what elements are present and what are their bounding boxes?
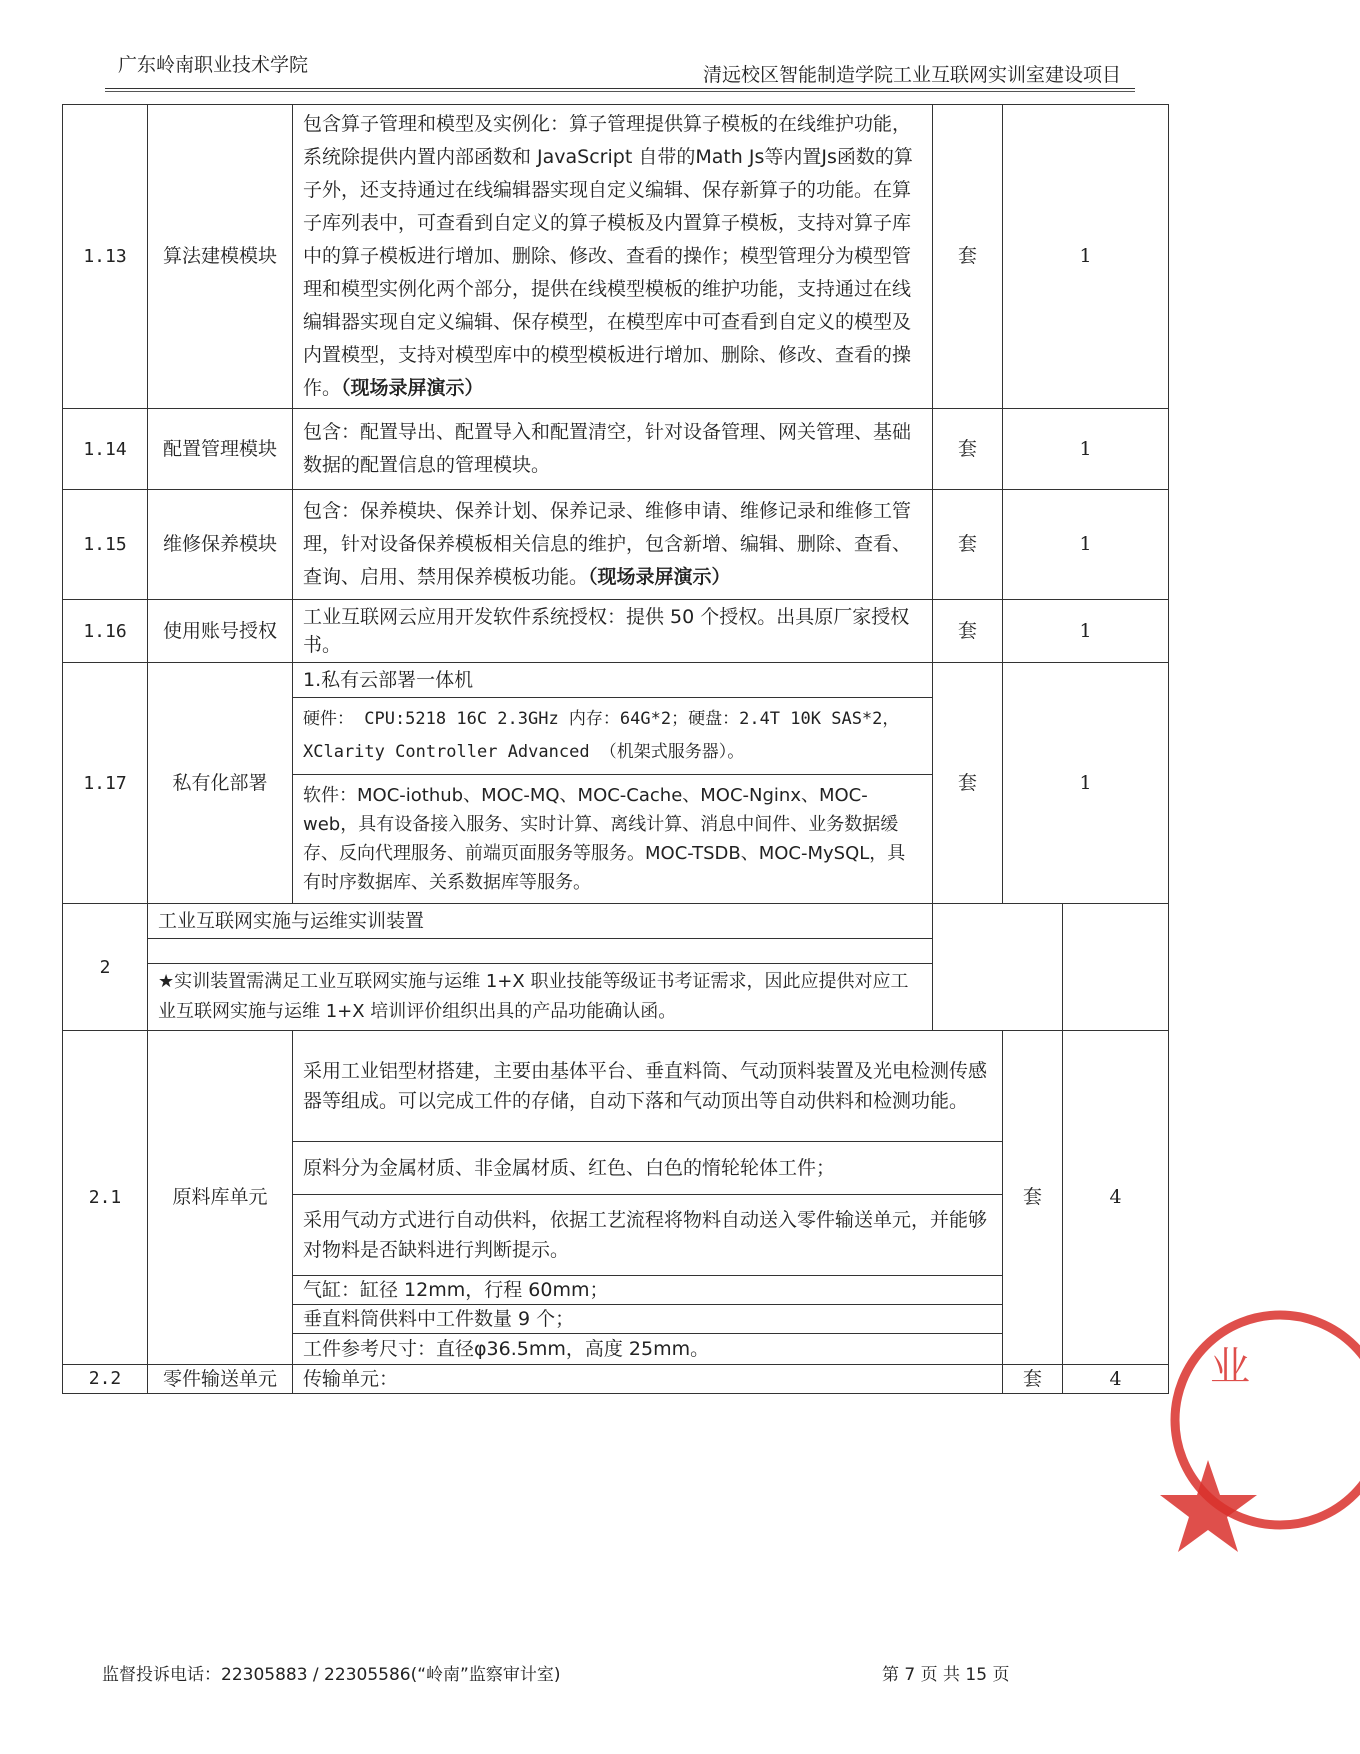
item-number: 1.14	[63, 409, 148, 490]
item-subline: 垂直料筒供料中工件数量 9 个；	[293, 1305, 1003, 1334]
item-unit: 套	[933, 600, 1003, 663]
table-row	[63, 600, 1169, 663]
footer-page-number: 第 7 页 共 15 页	[882, 1665, 1010, 1685]
item-quantity: 4	[1063, 1031, 1169, 1365]
item-subline: 1.私有云部署一体机	[293, 663, 933, 698]
item-unit	[933, 904, 1063, 1031]
item-description: 包含：保养模块、保养计划、保养记录、维修申请、维修记录和维修工管理，针对设备保养模板相关信息的维护，包含新增、编辑、删除、查看、查询、启用、禁用保养模板功能。（现场录屏演示）	[293, 490, 933, 600]
item-description: 包含：配置导出、配置导入和配置清空，针对设备管理、网关管理、基础数据的配置信息的管理模块。	[293, 409, 933, 490]
item-quantity: 1	[1003, 105, 1169, 409]
item-quantity: 1	[1003, 409, 1169, 490]
item-unit: 套	[933, 663, 1003, 904]
item-description: 传输单元：	[293, 1365, 1003, 1394]
item-number: 1.13	[63, 105, 148, 409]
table-row	[63, 1031, 1169, 1142]
item-quantity: 4	[1063, 1365, 1169, 1394]
item-subline	[148, 939, 933, 964]
header-rule	[105, 88, 1135, 89]
item-name: 原料库单元	[148, 1031, 293, 1365]
svg-text:业: 业	[1210, 1344, 1250, 1390]
table-row	[63, 904, 1169, 939]
item-unit: 套	[933, 409, 1003, 490]
item-subline: 采用工业铝型材搭建，主要由基体平台、垂直料筒、气动顶料装置及光电检测传感器等组成。可以完成工件的存储，自动下落和气动顶出等自动供料和检测功能。	[293, 1031, 1003, 1142]
item-subline: 硬件： CPU:5218 16C 2.3GHz 内存：64G*2；硬盘：2.4T 10K SAS*2，XClarity Controller Advanced （机架式服务器）。	[293, 698, 933, 775]
item-description: 包含算子管理和模型及实例化：算子管理提供算子模板的在线维护功能，系统除提供内置内部函数和 JavaScript 自带的Math Js等内置Js函数的算子外，还支持通过在线编辑器实现自定义编辑、保存新算子的功能。在算子库列表中，可查看到自定义的算子模板及内置算子模板，支持对算子库中的算子模板进行增加、删除、修改、查看的操作；模型管理分为模型管理和模型实例化两个部分，提供在线模型模板的维护功能，支持通过在线编辑器实现自定义编辑、保存模型，在模型库中可查看到自定义的模型及内置模型，支持对模型库中的模型模板进行增加、删除、修改、查看的操作。（现场录屏演示）	[293, 105, 933, 409]
section-title: 工业互联网实施与运维实训装置	[148, 904, 933, 939]
item-name: 私有化部署	[148, 663, 293, 904]
item-unit: 套	[933, 490, 1003, 600]
spec-table	[62, 104, 1169, 1394]
item-name: 使用账号授权	[148, 600, 293, 663]
item-subline: ★实训装置需满足工业互联网实施与运维 1+X 职业技能等级证书考证需求，因此应提供对应工业互联网实施与运维 1+X 培训评价组织出具的产品功能确认函。	[148, 964, 933, 1031]
item-subline: 原料分为金属材质、非金属材质、红色、白色的惰轮轮体工件；	[293, 1142, 1003, 1195]
item-quantity: 1	[1003, 490, 1169, 600]
item-quantity: 1	[1003, 663, 1169, 904]
item-name: 配置管理模块	[148, 409, 293, 490]
item-name: 零件输送单元	[148, 1365, 293, 1394]
item-unit: 套	[1003, 1031, 1063, 1365]
item-subline: 气缸：缸径 12mm，行程 60mm；	[293, 1276, 1003, 1305]
item-number: 1.16	[63, 600, 148, 663]
item-subline: 软件：MOC-iothub、MOC-MQ、MOC-Cache、MOC-Nginx、MOC-web，具有设备接入服务、实时计算、离线计算、消息中间件、业务数据缓存、反向代理服务、前端页面服务等服务。MOC-TSDB、MOC-MySQL，具有时序数据库、关系数据库等服务。	[293, 775, 933, 904]
header-rule-secondary	[105, 91, 1135, 92]
item-unit: 套	[933, 105, 1003, 409]
table-row	[63, 1365, 1169, 1394]
table-row	[63, 105, 1169, 409]
item-unit: 套	[1003, 1365, 1063, 1394]
item-number: 2.2	[63, 1365, 148, 1394]
item-name: 算法建模模块	[148, 105, 293, 409]
item-number: 1.15	[63, 490, 148, 600]
item-subline: 采用气动方式进行自动供料，依据工艺流程将物料自动送入零件输送单元，并能够对物料是否缺料进行判断提示。	[293, 1195, 1003, 1276]
item-subline: 工件参考尺寸：直径φ36.5mm，高度 25mm。	[293, 1334, 1003, 1365]
table-row	[63, 409, 1169, 490]
header-project-title: 清远校区智能制造学院工业互联网实训室建设项目	[702, 64, 1121, 86]
footer-complaint-phone: 监督投诉电话：22305883 / 22305586(“岭南”监察审计室)	[102, 1665, 561, 1685]
header-school-name: 广东岭南职业技术学院	[118, 54, 309, 76]
table-row	[63, 490, 1169, 600]
item-name: 维修保养模块	[148, 490, 293, 600]
item-description: 工业互联网云应用开发软件系统授权：提供 50 个授权。出具原厂家授权书。	[293, 600, 933, 663]
item-number: 1.17	[63, 663, 148, 904]
official-seal-stamp	[1160, 1290, 1360, 1550]
item-quantity	[1063, 904, 1169, 1031]
item-number: 2	[63, 904, 148, 1031]
item-number: 2.1	[63, 1031, 148, 1365]
item-quantity: 1	[1003, 600, 1169, 663]
table-row	[63, 663, 1169, 698]
